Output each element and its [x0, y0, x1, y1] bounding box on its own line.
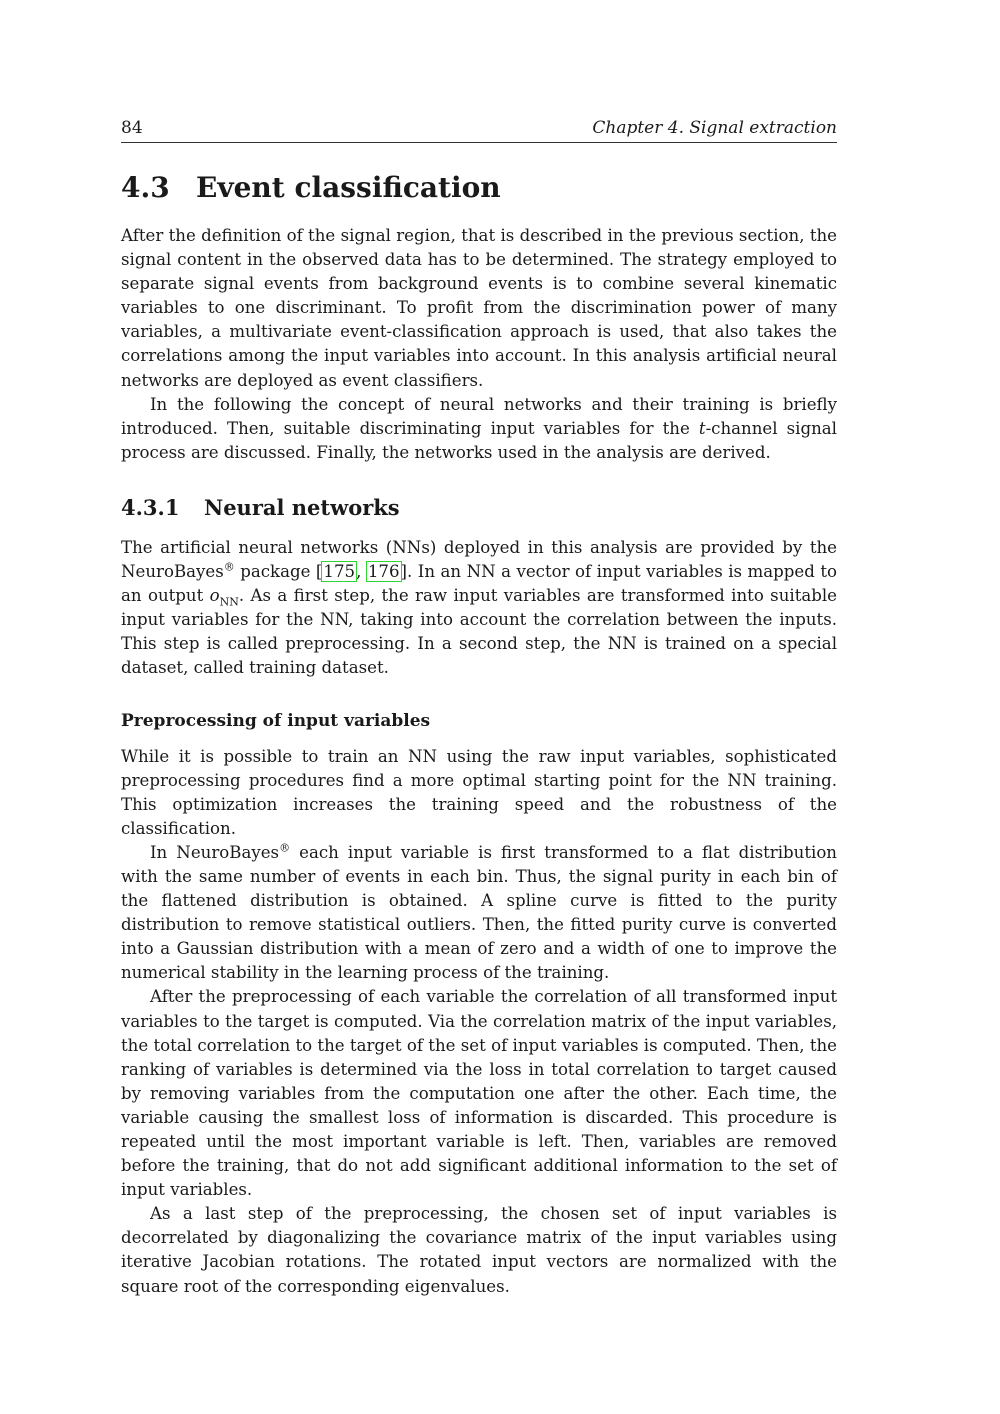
registered-mark: ® — [279, 841, 291, 855]
text-run: The artificial neural networks (NNs) deployed in this analysis are provided by the NeuroBayes — [121, 537, 837, 582]
section-paragraph-1: After the definition of the signal region, that is described in the previous section, the signal content in the observed data has to be determined. The strategy employed to separate signal events from background events is to combine several kinematic variables to one discriminant. To profit from the discrimination power of many variables, a multivariate event-classification approach is used, that also takes the correlations among the input variables into account. In this analysis artificial neural networks are deployed as event classifiers. — [121, 226, 837, 390]
citation-link-176[interactable]: 176 — [367, 562, 400, 582]
math-subscript-nn: NN — [219, 595, 239, 609]
citation-link-175[interactable]: 175 — [323, 562, 356, 582]
preprocessing-paragraph-2 — [121, 841, 837, 986]
section-paragraph-2 — [121, 393, 837, 465]
text-run: package — [234, 562, 316, 582]
text-run: -channel signal process are discussed. Finally, the networks used in the analysis are derived. — [121, 418, 837, 462]
text-run: each input variable is first transformed to a flat distribution with the same number of events in each bin. Thus, the signal purity in each bin of the flattened distribution is obtained. A spline curve is fitted to the purity distribution to remove statistical outliers. Then, the fitted purity curve is converted into a Gaussian distribution with a mean of zero and a width of one to improve the numerical stability in the learning process of the training. — [121, 842, 837, 983]
running-header — [121, 118, 837, 143]
chapter-title: Chapter 4. Signal extraction — [592, 118, 837, 138]
page-body — [121, 118, 837, 1299]
preprocessing-paragraph-3: After the preprocessing of each variable the correlation of all transformed input variables to the target is computed. Via the correlation matrix of the input variables, the total correlation to the target of the set of input variables is computed. Then, the ranking of variables is determined via the loss in total correlation to target caused by removing variables from the computation one after the other. Each time, the variable causing the smallest loss of information is discarded. This procedure is repeated until the most important variable is left. Then, variables are removed before the training, that do not add significant additional information to the set of input variables. — [121, 987, 837, 1200]
subsection-heading — [121, 495, 837, 520]
text-run: . As a first step, the raw input variables are transformed into suitable input variables for the NN, taking into account the correlation between the inputs. This step is called preprocessing. In a second step, the NN is trained on a special dataset, called training dataset. — [121, 586, 838, 678]
section-number: 4.3 — [121, 171, 170, 204]
preprocessing-paragraph-1: While it is possible to train an NN using the raw input variables, sophisticated preprocessing procedures find a more optimal starting point for the NN training. This optimization increases the training speed and the robustness of the classification. — [121, 746, 837, 838]
subsubsection-heading: Preprocessing of input variables — [121, 710, 431, 731]
text-run: In the following the concept of neural networks and their training is briefly introduced. Then, suitable discriminating input variables for the — [121, 394, 837, 438]
math-t: t — [698, 418, 706, 438]
subsection-paragraph-1: The artificial neural networks (NNs) deployed in this analysis are provided by the NeuroBayes® package [175, 176]. In an NN a vector of input variables is mapped to an output $o_{NN}$. As a first step, the raw input variables are transformed into suitable input variables for the NN, taking into account the correlation between the inputs. This step is called preprocessing. In a second step, the NN is trained on a special dataset, called training dataset. — [121, 537, 838, 678]
registered-mark: ® — [223, 560, 235, 574]
math-o: o — [209, 586, 220, 606]
text-run: . In an NN a vector of input variables is mapped to an output — [121, 562, 837, 606]
citation-separator: , — [356, 562, 367, 582]
subsection-title: Neural networks — [204, 494, 400, 520]
page-number: 84 — [121, 118, 143, 138]
subsection-number: 4.3.1 — [121, 494, 180, 520]
section-heading — [121, 171, 837, 204]
section-title: Event classification — [196, 171, 501, 204]
text-run: In NeuroBayes — [150, 842, 280, 862]
preprocessing-paragraph-4: As a last step of the preprocessing, the chosen set of input variables is decorrelated by diagonalizing the covariance matrix of the input variables using iterative Jacobian rotations. The rotated input vectors are normalized with the square root of the corresponding eigenvalues. — [121, 1204, 837, 1296]
